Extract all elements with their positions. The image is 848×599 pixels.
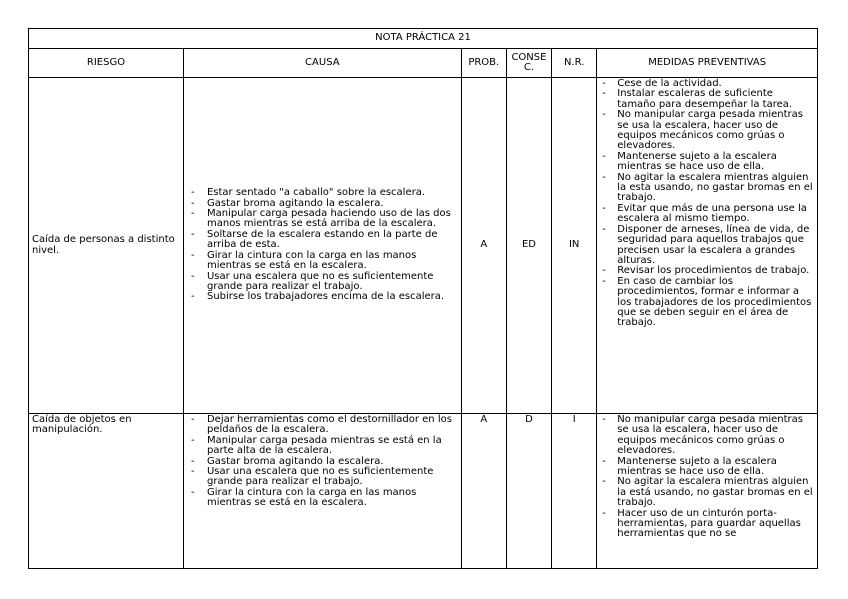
list-item: - Evitar que más de una persona use la escalera al mismo tiempo. [600,204,814,225]
list-item: - No agitar la escalera mientras alguien la esta usando, no gastar bromas en el trabajo. [600,173,814,204]
cause-cell [183,78,461,414]
table-row [29,78,818,414]
list-item: - Usar una escalera que no es suficientemente grande para realizar el trabajo. [187,467,458,488]
list-item: - Soltarse de la escalera estando en la parte de arriba de esta. [187,230,458,251]
list-item: - Usar una escalera que no es suficientemente grande para realizar el trabajo. [187,272,458,293]
risk-cell: Caída de personas a distinto nivel. [29,78,184,414]
list-item: - Gastar broma agitando la escalera. [187,199,458,209]
list-item: - Mantenerse sujeto a la escalera mientras se hace uso de ella. [600,152,814,173]
list-item: - No manipular carga pesada mientras se usa la escalera, hacer uso de equipos mecánicos como grúas o elevadores. [600,415,814,457]
header-cons: CONSE C. [506,49,551,78]
list-item: - Girar la cintura con la carga en las manos mientras se está en la escalera. [187,488,458,509]
header-prob: PROB. [461,49,506,78]
measures-list [600,79,814,329]
list-item: - Instalar escaleras de suficiente tamaño para desempeñar la tarea. [600,89,814,110]
header-cause: CAUSA [183,49,461,78]
cause-list [187,415,458,509]
list-item: - Manipular carga pesada mientras se está en la parte alta de la escalera. [187,436,458,457]
table-title: NOTA PRÁCTICA 21 [29,29,818,49]
list-item: - Disponer de arneses, línea de vida, de seguridad para aquellos trabajos que precisen usar la escalera a grandes alturas. [600,225,814,267]
cause-list [187,188,458,302]
list-item: - No manipular carga pesada mientras se usa la escalera, hacer uso de equipos mecánicos como grúas o elevadores. [600,110,814,152]
cause-cell [183,414,461,569]
risk-table [28,28,818,569]
list-item: - Cese de la actividad. [600,79,814,89]
list-item: - Manipular carga pesada haciendo uso de las dos manos mientras se está arriba de la escalera. [187,209,458,230]
prob-cell: A [461,78,506,414]
prob-cell: A [461,414,506,569]
cons-cell: ED [506,78,551,414]
nr-cell: IN [552,78,597,414]
list-item: - Girar la cintura con la carga en las manos mientras se está en la escalera. [187,251,458,272]
list-item: - Subirse los trabajadores encima de la escalera. [187,292,458,302]
header-nr: N.R. [552,49,597,78]
nr-cell: I [552,414,597,569]
cons-cell: D [506,414,551,569]
list-item: - No agitar la escalera mientras alguien la está usando, no gastar bromas en el trabajo. [600,477,814,508]
risk-cell: Caída de objetos en manipulación. [29,414,184,569]
list-item: - En caso de cambiar los procedimientos, formar e informar a los trabajadores de los procedimientos que se deben seguir en el área de trabajo. [600,277,814,329]
table-row [29,414,818,569]
list-item: - Dejar herramientas como el destornillador en los peldaños de la escalera. [187,415,458,436]
header-measures: MEDIDAS PREVENTIVAS [597,49,818,78]
measures-list [600,415,814,540]
list-item: - Mantenerse sujeto a la escalera mientras se hace uso de ella. [600,457,814,478]
list-item: - Estar sentado "a caballo" sobre la escalera. [187,188,458,198]
measures-cell [597,78,818,414]
list-item: - Gastar broma agitando la escalera. [187,457,458,467]
header-risk: RIESGO [29,49,184,78]
measures-cell [597,414,818,569]
list-item: - Hacer uso de un cinturón porta-herramientas, para guardar aquellas herramientas que no se [600,509,814,540]
list-item: - Revisar los procedimientos de trabajo. [600,266,814,276]
